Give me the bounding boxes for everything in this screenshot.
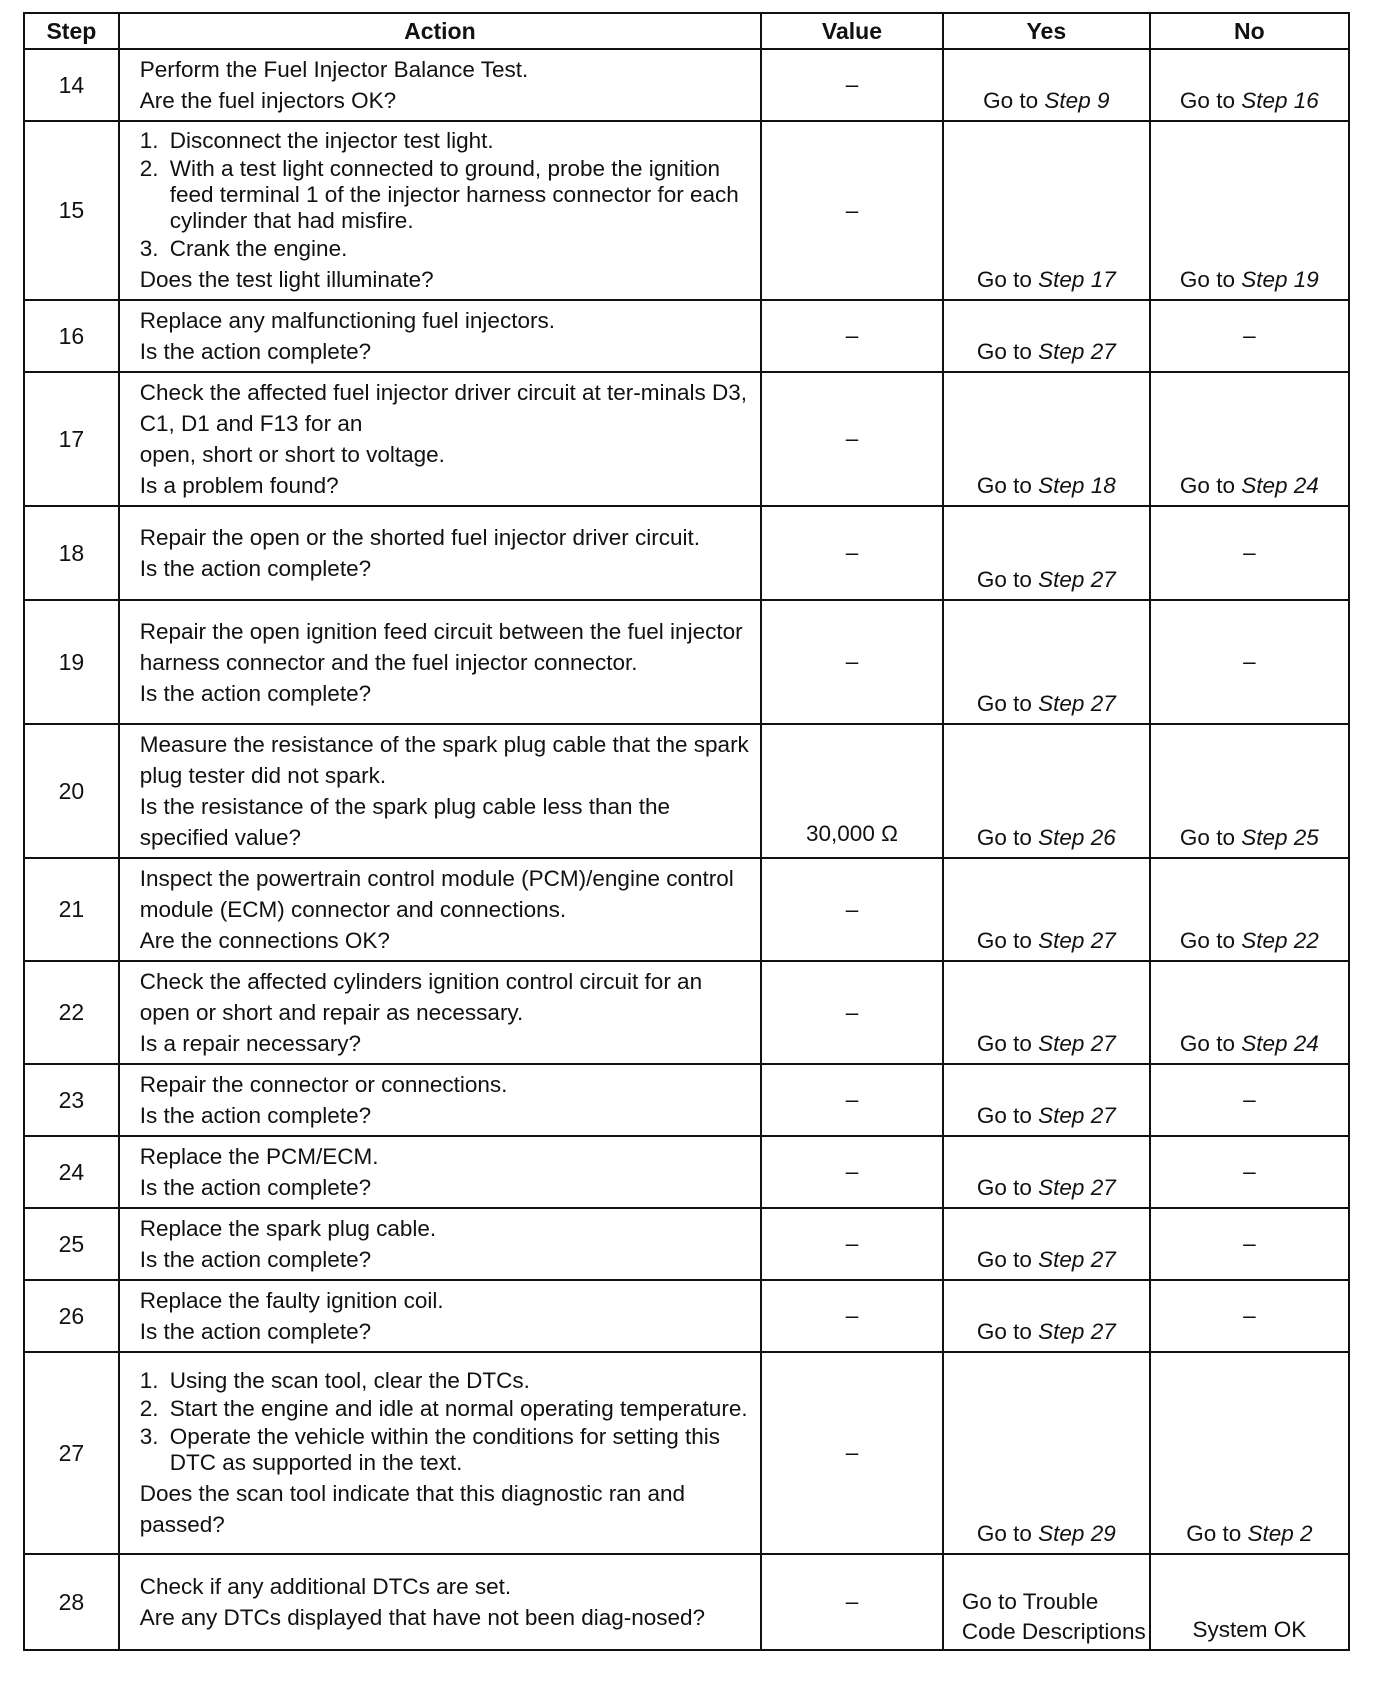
action-text: Repair the open ignition feed circuit between the fuel injector harness connector and the fuel injector connector. [139, 618, 743, 675]
step-number: 22 [24, 961, 119, 1064]
table-row [24, 1064, 1349, 1136]
action-cell [119, 961, 761, 1064]
no-cell: Go to Step 2 [1150, 1352, 1349, 1554]
yes-cell: Go to Step 26 [943, 724, 1150, 858]
action-list-text: With a test light connected to ground, probe the ignition feed terminal 1 of the injector harness connector for each cylinder that had misfire. [169, 156, 739, 233]
table-row [24, 506, 1349, 600]
value-cell: – [761, 1136, 943, 1208]
table-row [24, 1280, 1349, 1352]
header-step: Step [24, 13, 119, 49]
no-cell: – [1150, 1064, 1349, 1136]
action-cell [119, 506, 761, 600]
value-cell: – [761, 1064, 943, 1136]
diagnostic-table [23, 12, 1350, 1651]
action-text: Replace the PCM/ECM. [139, 1144, 379, 1169]
action-text: Repair the connector or connections. [139, 1072, 508, 1097]
yes-cell: Go to Step 17 [943, 121, 1150, 300]
table-row [24, 1352, 1349, 1554]
action-cell [119, 1554, 761, 1650]
action-cell [119, 372, 761, 506]
action-list-item: 3. Operate the vehicle within the conditions for setting this DTC as supported in the text. [140, 1424, 750, 1476]
action-question: Are the connections OK? [139, 928, 390, 953]
action-cell [119, 1280, 761, 1352]
action-question: Is the resistance of the spark plug cable less than the specified value? [139, 794, 671, 850]
action-question: Are the fuel injectors OK? [139, 88, 397, 113]
action-cell [119, 300, 761, 372]
action-question: Is the action complete? [139, 680, 372, 706]
step-number: 28 [24, 1554, 119, 1650]
step-number: 21 [24, 858, 119, 961]
yes-cell: Go to Step 27 [943, 1136, 1150, 1208]
yes-cell: Go to Step 27 [943, 506, 1150, 600]
value-cell: – [761, 858, 943, 961]
step-number: 26 [24, 1280, 119, 1352]
table-row [24, 961, 1349, 1064]
header-value: Value [761, 13, 943, 49]
action-list-text: Using the scan tool, clear the DTCs. [169, 1368, 530, 1393]
no-cell: Go to Step 16 [1150, 49, 1349, 121]
no-cell: Go to Step 24 [1150, 372, 1349, 506]
step-number: 17 [24, 372, 119, 506]
yes-cell: Go to Step 9 [943, 49, 1150, 121]
no-cell: – [1150, 600, 1349, 724]
step-number: 16 [24, 300, 119, 372]
action-question: Is the action complete? [139, 339, 372, 364]
action-text: Check if any additional DTCs are set. [139, 1574, 512, 1599]
value-cell: – [761, 121, 943, 300]
step-number: 18 [24, 506, 119, 600]
action-question: Is the action complete? [139, 1103, 372, 1128]
action-text: Replace the faulty ignition coil. [139, 1288, 444, 1313]
action-list-text: Disconnect the injector test light. [169, 128, 494, 153]
value-cell: – [761, 49, 943, 121]
action-list-item: 3. Crank the engine. [139, 236, 348, 261]
action-text: Repair the open or the shorted fuel injector driver circuit. [139, 525, 700, 550]
no-cell: Go to Step 19 [1150, 121, 1349, 300]
value-cell: – [761, 961, 943, 1064]
table-body [24, 49, 1349, 1650]
yes-cell: Go to Step 27 [943, 1208, 1150, 1280]
action-text: open, short or short to voltage. [139, 442, 445, 467]
yes-cell: Go to Trouble Code Descriptions [943, 1554, 1150, 1650]
no-cell: – [1150, 1280, 1349, 1352]
action-question: Is the action complete? [139, 1175, 372, 1200]
table-row [24, 1136, 1349, 1208]
no-cell: – [1150, 1136, 1349, 1208]
table-row [24, 1208, 1349, 1280]
action-text: Replace any malfunctioning fuel injectors. [139, 308, 555, 333]
header-yes: Yes [943, 13, 1150, 49]
table-row [24, 49, 1349, 121]
action-text: Perform the Fuel Injector Balance Test. [139, 57, 529, 82]
value-cell: – [761, 300, 943, 372]
action-list-text: Start the engine and idle at normal operating temperature. [169, 1396, 748, 1421]
step-number: 27 [24, 1352, 119, 1554]
action-cell [119, 1352, 761, 1554]
value-cell: – [761, 1280, 943, 1352]
action-question: Is a problem found? [139, 473, 339, 498]
no-cell: – [1150, 506, 1349, 600]
action-cell [119, 858, 761, 961]
diagnostic-table-page [23, 12, 1350, 1651]
action-question: Is a repair necessary? [139, 1031, 362, 1056]
action-list-item: 2. With a test light connected to ground, probe the ignition feed terminal 1 of the injector harness connector for each cylinder that had misfire. [140, 156, 750, 234]
value-cell: 30,000 Ω [761, 724, 943, 858]
yes-cell: Go to Step 27 [943, 961, 1150, 1064]
action-list-text: Operate the vehicle within the conditions for setting this DTC as supported in the text. [169, 1424, 721, 1475]
action-cell [119, 1208, 761, 1280]
table-row [24, 300, 1349, 372]
no-cell: Go to Step 22 [1150, 858, 1349, 961]
step-number: 20 [24, 724, 119, 858]
action-text: Inspect the powertrain control module (PCM)/engine control module (ECM) connector and connections. [139, 866, 734, 922]
yes-cell: Go to Step 27 [943, 858, 1150, 961]
action-question: Does the scan tool indicate that this diagnostic ran and passed? [139, 1481, 686, 1537]
action-cell [119, 724, 761, 858]
step-number: 25 [24, 1208, 119, 1280]
action-text: Replace the spark plug cable. [139, 1216, 437, 1241]
action-cell [119, 121, 761, 300]
action-question: Is the action complete? [139, 1247, 372, 1272]
step-number: 23 [24, 1064, 119, 1136]
yes-cell: Go to Step 27 [943, 600, 1150, 724]
action-question: Does the test light illuminate? [139, 267, 434, 292]
action-cell [119, 49, 761, 121]
action-list-item: 1. Using the scan tool, clear the DTCs. [139, 1368, 530, 1393]
action-list-item: 1. Disconnect the injector test light. [139, 128, 494, 153]
action-text: Check the affected cylinders ignition control circuit for an open or short and repair as necessary. [139, 969, 703, 1025]
action-list-text: Crank the engine. [169, 236, 348, 261]
step-number: 19 [24, 600, 119, 724]
no-cell: – [1150, 300, 1349, 372]
table-row [24, 372, 1349, 506]
yes-cell: Go to Step 27 [943, 1064, 1150, 1136]
action-question: Is the action complete? [139, 556, 372, 581]
step-number: 14 [24, 49, 119, 121]
action-question: Are any DTCs displayed that have not been diag-nosed? [139, 1605, 706, 1630]
header-no: No [1150, 13, 1349, 49]
no-cell: Go to Step 24 [1150, 961, 1349, 1064]
header-action: Action [119, 13, 761, 49]
header-row [24, 13, 1349, 49]
yes-cell: Go to Step 27 [943, 300, 1150, 372]
action-cell [119, 1064, 761, 1136]
action-question: Is the action complete? [139, 1319, 372, 1344]
table-row [24, 1554, 1349, 1650]
yes-cell: Go to Step 27 [943, 1280, 1150, 1352]
table-row [24, 121, 1349, 300]
yes-cell: Go to Step 29 [943, 1352, 1150, 1554]
no-cell: System OK [1150, 1554, 1349, 1650]
no-cell: – [1150, 1208, 1349, 1280]
value-cell: – [761, 1352, 943, 1554]
action-text: Check the affected fuel injector driver circuit at ter-minals D3, C1, D1 and F13 for an [139, 380, 748, 436]
table-row [24, 600, 1349, 724]
value-cell: – [761, 600, 943, 724]
action-list-item: 2. Start the engine and idle at normal operating temperature. [139, 1396, 748, 1421]
action-text: Measure the resistance of the spark plug cable that the spark plug tester did not spark. [139, 732, 749, 788]
value-cell: – [761, 372, 943, 506]
value-cell: – [761, 1554, 943, 1650]
step-number: 15 [24, 121, 119, 300]
step-number: 24 [24, 1136, 119, 1208]
table-row [24, 724, 1349, 858]
yes-cell: Go to Step 18 [943, 372, 1150, 506]
action-cell [119, 1136, 761, 1208]
action-cell [119, 600, 761, 724]
table-row [24, 858, 1349, 961]
no-cell: Go to Step 25 [1150, 724, 1349, 858]
value-cell: – [761, 506, 943, 600]
value-cell: – [761, 1208, 943, 1280]
